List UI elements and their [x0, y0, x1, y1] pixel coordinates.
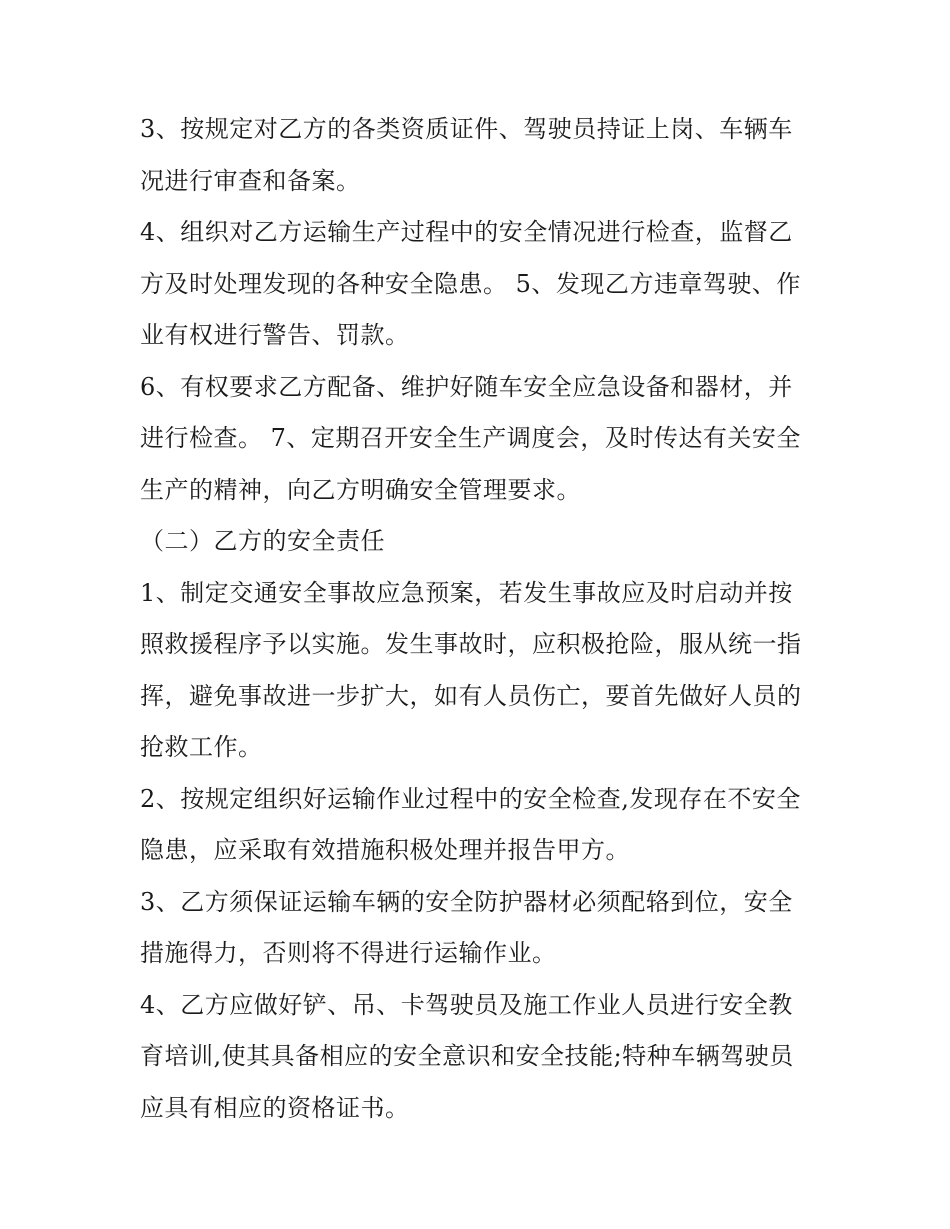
document-body: [140, 104, 820, 1134]
paragraph-item-2-safety-check: 2、按规定组织好运输作业过程中的安全检查,发现存在不安全 隐患，应采取有效措施积极处理并报告甲方。: [140, 784, 801, 864]
paragraph-item-1-emergency-plan: 1、制定交通安全事故应急预案，若发生事故应及时启动并按 照救援程序予以实施。发生事故时，应积极抢险，服从统一指 挥，避免事故进一步扩大，如有人员伤亡，要首先做好人员的 抢救工作。: [140, 578, 802, 761]
paragraph-item-3-review: 3、按规定对乙方的各类资质证件、驾驶员持证上岗、车辆车 况进行审查和备案。: [140, 115, 793, 195]
paragraph-item-3-protective-equipment: 3、乙方须保证运输车辆的安全防护器材必须配辂到位，安全 措施得力，否则将不得进行运输作业。: [140, 887, 793, 967]
paragraph-item-4-training: 4、乙方应做好铲、吊、卡驾驶员及施工作业人员进行安全教 育培训,使其具备相应的安全意识和安全技能;特种车辆驾驶员 应具有相应的资格证书。: [140, 990, 794, 1122]
paragraph-item-4-5-inspection: 4、组织对乙方运输生产过程中的安全情况进行检查，监督乙 方及时处理发现的各种安全隐患。 5、发现乙方违章驾驶、作 业有权进行警告、罚款。: [140, 218, 801, 349]
section-heading-party-b: （二）乙方的安全责任: [140, 527, 385, 555]
paragraph-item-6-7-equipment: 6、有权要求乙方配备、维护好随车安全应急设备和器材，并 进行检查。 7、定期召开安全生产调度会，及时传达有关安全 生产的精神，向乙方明确安全管理要求。: [140, 372, 801, 504]
